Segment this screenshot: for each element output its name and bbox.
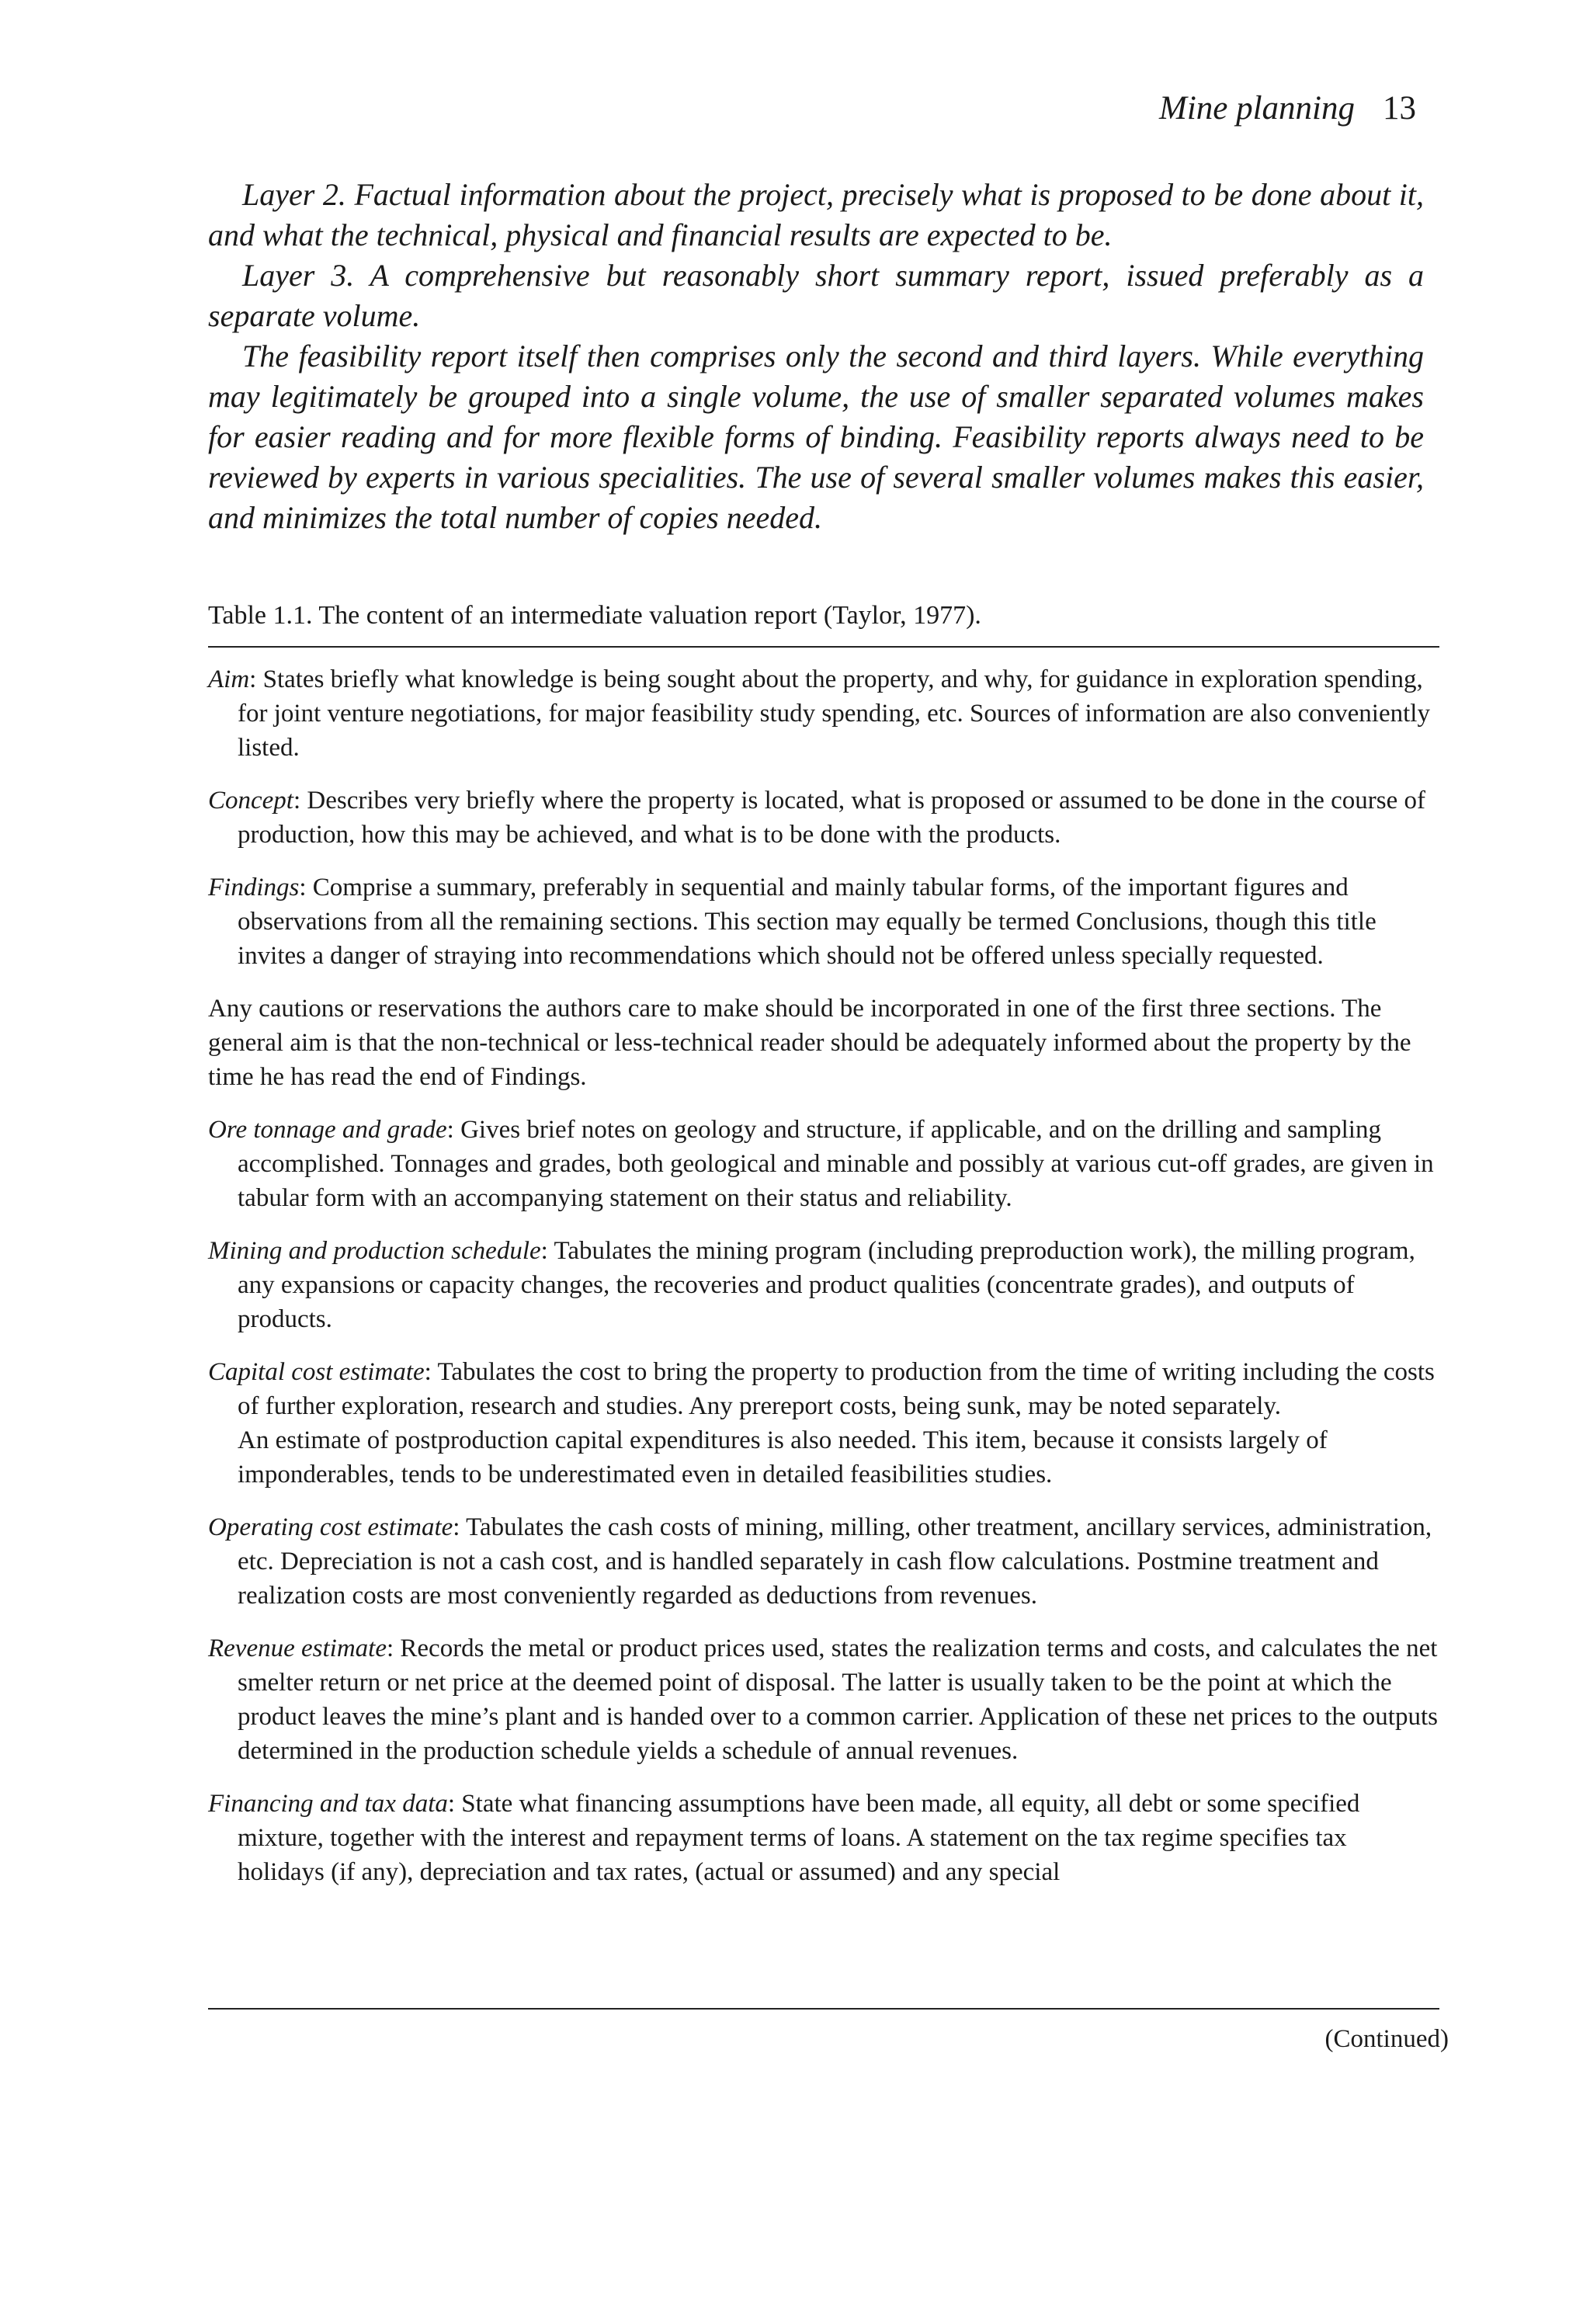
table-entry-capital-cost [208, 1355, 1439, 1492]
entry-text: : Tabulates the cost to bring the property to production from the time of writing including the costs of further exploration, research and studies. Any prereport costs, being sunk, may be noted separately. [238, 1358, 1435, 1420]
table-bottom-rule [208, 2008, 1439, 2010]
table-body [208, 662, 1439, 1908]
entry-term: Mining and production schedule [208, 1237, 541, 1265]
entry-term: Financing and tax data [208, 1790, 448, 1818]
entry-term: Operating cost estimate [208, 1513, 453, 1541]
table-entry-financing-tax [208, 1787, 1439, 1889]
table-continued-note: (Continued) [1324, 2025, 1449, 2053]
table-entry-operating-cost [208, 1510, 1439, 1613]
entry-term: Findings [208, 874, 300, 901]
table-entry-mining-schedule [208, 1234, 1439, 1336]
table-caption: Table 1.1. The content of an intermediate valuation report (Taylor, 1977). [208, 601, 981, 630]
paragraph-layer-3: Layer 3. A comprehensive but reasonably short summary report, issued preferably as a separate volume. [208, 258, 1424, 333]
entry-text: : Comprise a summary, preferably in sequential and mainly tabular forms, of the important figures and observations from all the remaining sections. This section may equally be termed Conclusions, though this title invites a danger of straying into recommendations which should not be offered unless specially requested. [238, 874, 1376, 970]
paragraph-layer-2: Layer 2. Factual information about the project, precisely what is proposed to be done about it, and what the technical, physical and financial results are expected to be. [208, 177, 1424, 252]
entry-term: Concept [208, 787, 293, 815]
entry-term: Capital cost estimate [208, 1358, 425, 1386]
running-head-title: Mine planning [1159, 90, 1355, 127]
entry-term: Revenue estimate [208, 1634, 387, 1662]
paragraph-feasibility-report: The feasibility report itself then comprises only the second and third layers. While everything may legitimately be grouped into a single volume, the use of smaller separated volumes makes for easier reading and for more flexible forms of binding. Feasibility reports always need to be reviewed by experts in various specialities. The use of several smaller volumes makes this easier, and minimizes the total number of copies needed. [208, 339, 1424, 535]
page-number: 13 [1383, 90, 1416, 127]
entry-text: : Records the metal or product prices used, states the realization terms and costs, and calculates the net smelter return or net price at the deemed point of disposal. The latter is usually taken to be the point at which the product leaves the mine’s plant and is handed over to a common carrier. Application of these net prices to the outputs determined in the production schedule yields a schedule of annual revenues. [238, 1634, 1438, 1765]
table-entry-ore-tonnage [208, 1113, 1439, 1215]
entry-text: : Tabulates the mining program (including preproduction work), the milling program, any expansions or capacity changes, the recoveries and product qualities (concentrate grades), and outputs of products. [238, 1237, 1415, 1333]
table-entry-cautions [208, 992, 1439, 1094]
entry-continuation: An estimate of postproduction capital expenditures is also needed. This item, because it consists largely of imponderables, tends to be underestimated even in detailed feasibilities studies. [238, 1426, 1328, 1489]
entry-text: : State what financing assumptions have been made, all equity, all debt or some specified mixture, together with the interest and repayment terms of loans. A statement on the tax regime specifies tax holidays (if any), depreciation and tax rates, (actual or assumed) and any special [238, 1790, 1360, 1886]
entry-text: : Tabulates the cash costs of mining, milling, other treatment, ancillary services, administration, etc. Depreciation is not a cash cost, and is handled separately in cash flow calculations. Postmine treatment and realization costs are most conveniently regarded as deductions from revenues. [238, 1513, 1432, 1610]
table-entry-revenue [208, 1631, 1439, 1768]
table-entry-concept [208, 783, 1439, 852]
entry-text: : Describes very briefly where the property is located, what is proposed or assumed to be done in the course of production, how this may be achieved, and what is to be done with the products. [238, 787, 1425, 849]
table-entry-aim [208, 662, 1439, 765]
entry-text: Any cautions or reservations the authors care to make should be incorporated in one of the first three sections. The general aim is that the non-technical or less-technical reader should be adequately informed about the property by the time he has read the end of Findings. [208, 995, 1411, 1091]
entry-text: : Gives brief notes on geology and structure, if applicable, and on the drilling and sampling accomplished. Tonnages and grades, both geological and minable and possibly at various cut-off grades, are given in tabular form with an accompanying statement on their status and reliability. [238, 1116, 1434, 1212]
entry-term: Ore tonnage and grade [208, 1116, 447, 1144]
entry-text: : States briefly what knowledge is being sought about the property, and why, for guidance in exploration spending, for joint venture negotiations, for major feasibility study spending, etc. Sources of information are also conveniently listed. [238, 665, 1430, 762]
running-head [1159, 92, 1416, 125]
table-top-rule [208, 646, 1439, 648]
table-entry-findings [208, 870, 1439, 973]
entry-term: Aim [208, 665, 250, 693]
body-text [208, 175, 1424, 538]
